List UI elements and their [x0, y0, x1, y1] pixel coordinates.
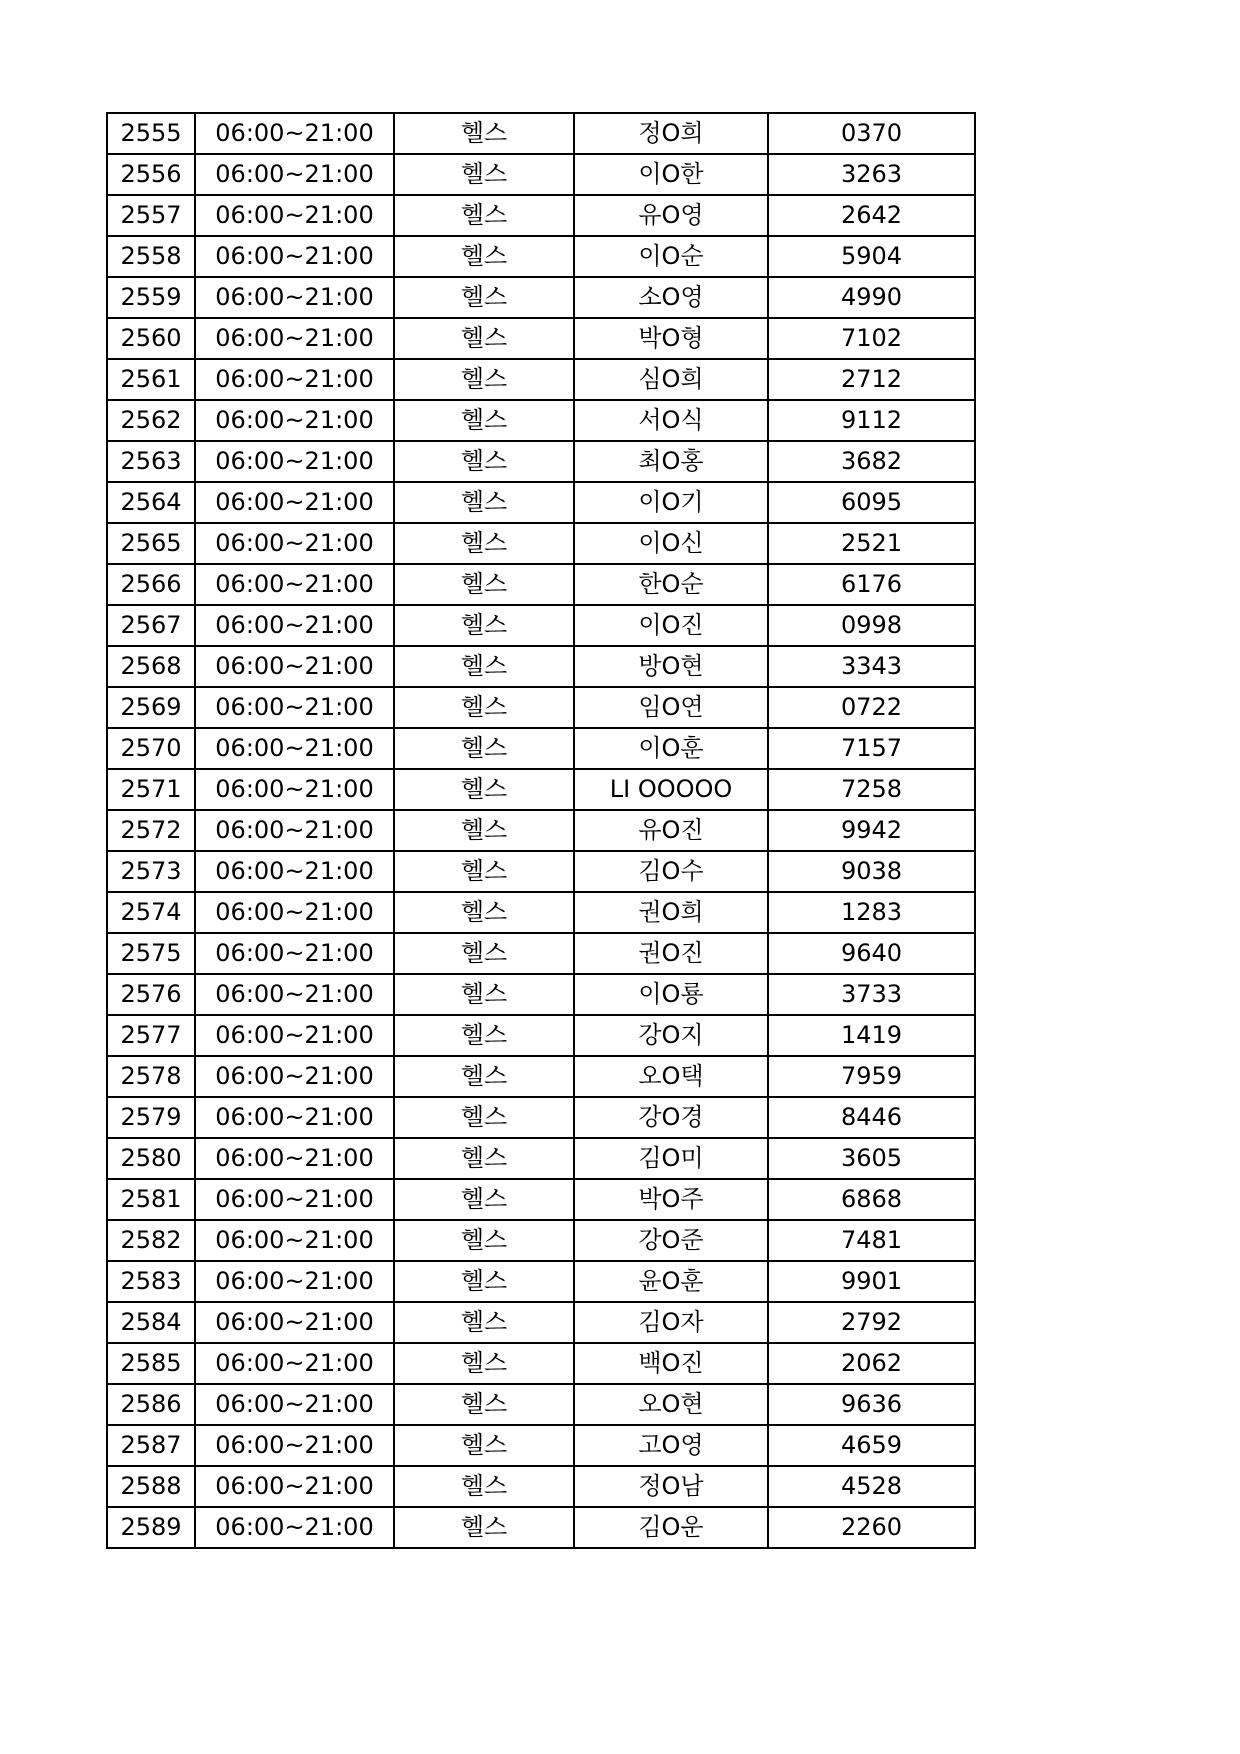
member-name-cell: 권O진: [574, 933, 768, 974]
member-name-cell: 강O지: [574, 1015, 768, 1056]
hours-cell: 06:00~21:00: [195, 359, 394, 400]
program-cell: 헬스: [394, 605, 574, 646]
hours-cell: 06:00~21:00: [195, 605, 394, 646]
table-row: [107, 1261, 975, 1302]
phone-last4-cell: 6868: [768, 1179, 975, 1220]
table-row: [107, 523, 975, 564]
member-name-cell: 이O룡: [574, 974, 768, 1015]
hours-cell: 06:00~21:00: [195, 564, 394, 605]
program-cell: 헬스: [394, 1425, 574, 1466]
table-row: [107, 769, 975, 810]
member-name-cell: 임O연: [574, 687, 768, 728]
phone-last4-cell: 2521: [768, 523, 975, 564]
program-cell: 헬스: [394, 195, 574, 236]
member-number-cell: 2577: [107, 1015, 195, 1056]
member-name-cell: 이O순: [574, 236, 768, 277]
phone-last4-cell: 6176: [768, 564, 975, 605]
table-row: [107, 974, 975, 1015]
table-row: [107, 1507, 975, 1548]
phone-last4-cell: 7481: [768, 1220, 975, 1261]
member-number-cell: 2589: [107, 1507, 195, 1548]
phone-last4-cell: 4528: [768, 1466, 975, 1507]
member-number-cell: 2568: [107, 646, 195, 687]
phone-last4-cell: 0998: [768, 605, 975, 646]
phone-last4-cell: 2792: [768, 1302, 975, 1343]
hours-cell: 06:00~21:00: [195, 1302, 394, 1343]
member-name-cell: 김O운: [574, 1507, 768, 1548]
program-cell: 헬스: [394, 646, 574, 687]
program-cell: 헬스: [394, 1179, 574, 1220]
member-number-cell: 2576: [107, 974, 195, 1015]
table-row: [107, 1056, 975, 1097]
member-name-cell: 이O진: [574, 605, 768, 646]
member-name-cell: 강O경: [574, 1097, 768, 1138]
program-cell: 헬스: [394, 359, 574, 400]
program-cell: 헬스: [394, 974, 574, 1015]
phone-last4-cell: 0722: [768, 687, 975, 728]
member-name-cell: 김O미: [574, 1138, 768, 1179]
table-row: [107, 728, 975, 769]
member-number-cell: 2561: [107, 359, 195, 400]
program-cell: 헬스: [394, 523, 574, 564]
hours-cell: 06:00~21:00: [195, 687, 394, 728]
hours-cell: 06:00~21:00: [195, 974, 394, 1015]
member-number-cell: 2581: [107, 1179, 195, 1220]
program-cell: 헬스: [394, 400, 574, 441]
program-cell: 헬스: [394, 1507, 574, 1548]
member-number-cell: 2573: [107, 851, 195, 892]
program-cell: 헬스: [394, 851, 574, 892]
phone-last4-cell: 1283: [768, 892, 975, 933]
hours-cell: 06:00~21:00: [195, 236, 394, 277]
member-number-cell: 2570: [107, 728, 195, 769]
member-name-cell: 정O남: [574, 1466, 768, 1507]
table-row: [107, 1343, 975, 1384]
table-row: [107, 1466, 975, 1507]
member-name-cell: 심O희: [574, 359, 768, 400]
program-cell: 헬스: [394, 687, 574, 728]
phone-last4-cell: 1419: [768, 1015, 975, 1056]
member-name-cell: 유O영: [574, 195, 768, 236]
member-name-cell: 이O기: [574, 482, 768, 523]
table-row: [107, 441, 975, 482]
table-row: [107, 1179, 975, 1220]
phone-last4-cell: 3263: [768, 154, 975, 195]
hours-cell: 06:00~21:00: [195, 523, 394, 564]
member-number-cell: 2560: [107, 318, 195, 359]
program-cell: 헬스: [394, 1097, 574, 1138]
hours-cell: 06:00~21:00: [195, 1220, 394, 1261]
hours-cell: 06:00~21:00: [195, 1056, 394, 1097]
phone-last4-cell: 9942: [768, 810, 975, 851]
phone-last4-cell: 7258: [768, 769, 975, 810]
hours-cell: 06:00~21:00: [195, 1507, 394, 1548]
hours-cell: 06:00~21:00: [195, 1384, 394, 1425]
member-name-cell: 고O영: [574, 1425, 768, 1466]
member-number-cell: 2558: [107, 236, 195, 277]
phone-last4-cell: 0370: [768, 113, 975, 154]
member-number-cell: 2583: [107, 1261, 195, 1302]
member-number-cell: 2586: [107, 1384, 195, 1425]
member-number-cell: 2572: [107, 810, 195, 851]
hours-cell: 06:00~21:00: [195, 1179, 394, 1220]
phone-last4-cell: 2062: [768, 1343, 975, 1384]
member-name-cell: 김O자: [574, 1302, 768, 1343]
hours-cell: 06:00~21:00: [195, 646, 394, 687]
hours-cell: 06:00~21:00: [195, 1425, 394, 1466]
phone-last4-cell: 9901: [768, 1261, 975, 1302]
table-row: [107, 482, 975, 523]
hours-cell: 06:00~21:00: [195, 154, 394, 195]
program-cell: 헬스: [394, 277, 574, 318]
table-row: [107, 851, 975, 892]
hours-cell: 06:00~21:00: [195, 1261, 394, 1302]
program-cell: 헬스: [394, 1384, 574, 1425]
table-row: [107, 1015, 975, 1056]
phone-last4-cell: 9112: [768, 400, 975, 441]
member-number-cell: 2579: [107, 1097, 195, 1138]
phone-last4-cell: 7102: [768, 318, 975, 359]
hours-cell: 06:00~21:00: [195, 400, 394, 441]
phone-last4-cell: 9640: [768, 933, 975, 974]
member-name-cell: 방O현: [574, 646, 768, 687]
member-number-cell: 2567: [107, 605, 195, 646]
phone-last4-cell: 8446: [768, 1097, 975, 1138]
program-cell: 헬스: [394, 154, 574, 195]
hours-cell: 06:00~21:00: [195, 1015, 394, 1056]
member-number-cell: 2585: [107, 1343, 195, 1384]
member-number-cell: 2580: [107, 1138, 195, 1179]
phone-last4-cell: 2260: [768, 1507, 975, 1548]
table-row: [107, 1425, 975, 1466]
phone-last4-cell: 3733: [768, 974, 975, 1015]
program-cell: 헬스: [394, 892, 574, 933]
member-name-cell: 이O훈: [574, 728, 768, 769]
program-cell: 헬스: [394, 1466, 574, 1507]
hours-cell: 06:00~21:00: [195, 810, 394, 851]
table-row: [107, 359, 975, 400]
member-name-cell: 박O주: [574, 1179, 768, 1220]
phone-last4-cell: 3605: [768, 1138, 975, 1179]
program-cell: 헬스: [394, 564, 574, 605]
program-cell: 헬스: [394, 769, 574, 810]
phone-last4-cell: 6095: [768, 482, 975, 523]
phone-last4-cell: 2642: [768, 195, 975, 236]
table-row: [107, 277, 975, 318]
member-name-cell: 오O현: [574, 1384, 768, 1425]
table-row: [107, 400, 975, 441]
member-number-cell: 2566: [107, 564, 195, 605]
table-row: [107, 113, 975, 154]
hours-cell: 06:00~21:00: [195, 113, 394, 154]
table-row: [107, 318, 975, 359]
table-row: [107, 1302, 975, 1343]
program-cell: 헬스: [394, 1220, 574, 1261]
phone-last4-cell: 3682: [768, 441, 975, 482]
member-number-cell: 2557: [107, 195, 195, 236]
hours-cell: 06:00~21:00: [195, 892, 394, 933]
member-number-cell: 2584: [107, 1302, 195, 1343]
hours-cell: 06:00~21:00: [195, 1097, 394, 1138]
member-number-cell: 2571: [107, 769, 195, 810]
table-row: [107, 195, 975, 236]
member-name-cell: 권O희: [574, 892, 768, 933]
hours-cell: 06:00~21:00: [195, 933, 394, 974]
member-name-cell: 한O순: [574, 564, 768, 605]
program-cell: 헬스: [394, 113, 574, 154]
member-name-cell: 정O희: [574, 113, 768, 154]
member-number-cell: 2575: [107, 933, 195, 974]
program-cell: 헬스: [394, 482, 574, 523]
phone-last4-cell: 3343: [768, 646, 975, 687]
member-number-cell: 2562: [107, 400, 195, 441]
table-row: [107, 646, 975, 687]
phone-last4-cell: 7157: [768, 728, 975, 769]
member-number-cell: 2565: [107, 523, 195, 564]
table-row: [107, 605, 975, 646]
table-row: [107, 933, 975, 974]
hours-cell: 06:00~21:00: [195, 482, 394, 523]
hours-cell: 06:00~21:00: [195, 728, 394, 769]
hours-cell: 06:00~21:00: [195, 1466, 394, 1507]
table-row: [107, 1097, 975, 1138]
hours-cell: 06:00~21:00: [195, 441, 394, 482]
hours-cell: 06:00~21:00: [195, 318, 394, 359]
member-name-cell: 소O영: [574, 277, 768, 318]
member-name-cell: 서O식: [574, 400, 768, 441]
phone-last4-cell: 2712: [768, 359, 975, 400]
table-row: [107, 1138, 975, 1179]
program-cell: 헬스: [394, 1056, 574, 1097]
hours-cell: 06:00~21:00: [195, 1138, 394, 1179]
member-number-cell: 2578: [107, 1056, 195, 1097]
phone-last4-cell: 9038: [768, 851, 975, 892]
table-row: [107, 810, 975, 851]
member-name-cell: LI OOOOO: [574, 769, 768, 810]
hours-cell: 06:00~21:00: [195, 851, 394, 892]
member-name-cell: 최O홍: [574, 441, 768, 482]
program-cell: 헬스: [394, 1302, 574, 1343]
program-cell: 헬스: [394, 810, 574, 851]
phone-last4-cell: 5904: [768, 236, 975, 277]
program-cell: 헬스: [394, 1138, 574, 1179]
member-name-cell: 이O신: [574, 523, 768, 564]
phone-last4-cell: 7959: [768, 1056, 975, 1097]
member-number-cell: 2582: [107, 1220, 195, 1261]
program-cell: 헬스: [394, 728, 574, 769]
member-number-cell: 2559: [107, 277, 195, 318]
table-row: [107, 1220, 975, 1261]
program-cell: 헬스: [394, 1343, 574, 1384]
member-number-cell: 2574: [107, 892, 195, 933]
member-number-cell: 2564: [107, 482, 195, 523]
member-number-cell: 2563: [107, 441, 195, 482]
table-row: [107, 154, 975, 195]
member-name-cell: 백O진: [574, 1343, 768, 1384]
table-row: [107, 564, 975, 605]
program-cell: 헬스: [394, 933, 574, 974]
phone-last4-cell: 9636: [768, 1384, 975, 1425]
table-row: [107, 236, 975, 277]
program-cell: 헬스: [394, 236, 574, 277]
registration-table: [106, 112, 976, 1549]
member-number-cell: 2588: [107, 1466, 195, 1507]
member-name-cell: 이O한: [574, 154, 768, 195]
hours-cell: 06:00~21:00: [195, 1343, 394, 1384]
phone-last4-cell: 4659: [768, 1425, 975, 1466]
member-number-cell: 2587: [107, 1425, 195, 1466]
member-name-cell: 강O준: [574, 1220, 768, 1261]
table-row: [107, 687, 975, 728]
table-body: [107, 113, 975, 1548]
table-row: [107, 1384, 975, 1425]
hours-cell: 06:00~21:00: [195, 195, 394, 236]
phone-last4-cell: 4990: [768, 277, 975, 318]
table-row: [107, 892, 975, 933]
program-cell: 헬스: [394, 441, 574, 482]
hours-cell: 06:00~21:00: [195, 277, 394, 318]
program-cell: 헬스: [394, 1261, 574, 1302]
program-cell: 헬스: [394, 1015, 574, 1056]
member-name-cell: 윤O훈: [574, 1261, 768, 1302]
member-number-cell: 2569: [107, 687, 195, 728]
member-number-cell: 2556: [107, 154, 195, 195]
member-name-cell: 유O진: [574, 810, 768, 851]
hours-cell: 06:00~21:00: [195, 769, 394, 810]
member-name-cell: 김O수: [574, 851, 768, 892]
member-number-cell: 2555: [107, 113, 195, 154]
program-cell: 헬스: [394, 318, 574, 359]
member-name-cell: 오O택: [574, 1056, 768, 1097]
member-name-cell: 박O형: [574, 318, 768, 359]
